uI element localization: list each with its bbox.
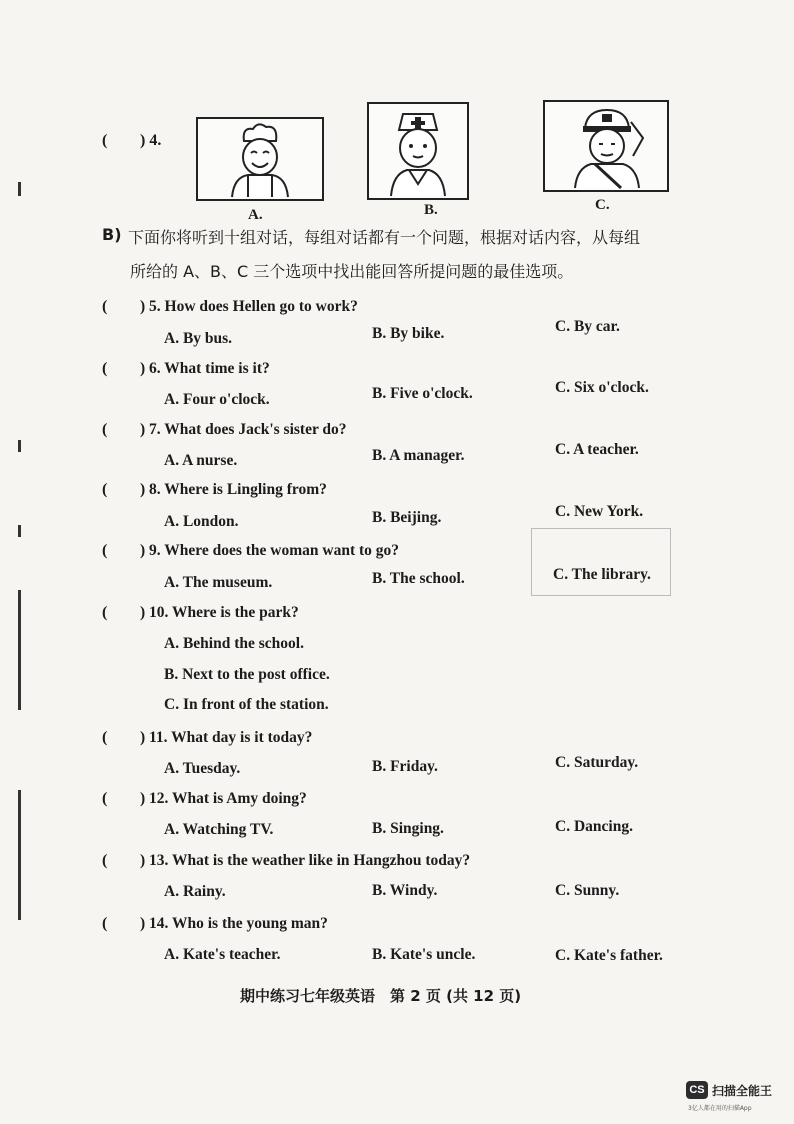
q13-option-b: B. Windy.	[372, 882, 438, 899]
q7-option-c: C. A teacher.	[555, 441, 639, 458]
q8-option-a: A. London.	[164, 513, 239, 530]
q12-open-paren: (	[102, 790, 108, 807]
q7-question: ) 7. What does Jack's sister do?	[140, 421, 347, 438]
q14-option-c: C. Kate's father.	[555, 947, 663, 964]
picture-b-doctor	[367, 102, 469, 200]
q8-option-b: B. Beijing.	[372, 509, 442, 526]
q12-option-c: C. Dancing.	[555, 818, 633, 835]
q14-option-a: A. Kate's teacher.	[164, 946, 281, 963]
q11-question: ) 11. What day is it today?	[140, 729, 313, 746]
section-b-line2: 所给的 A、B、C 三个选项中找出能回答所提问题的最佳选项。	[130, 262, 574, 281]
q9-option-b: B. The school.	[372, 570, 465, 587]
page-footer: 期中练习七年级英语 第 2 页 (共 12 页)	[240, 987, 522, 1005]
q8-option-c: C. New York.	[555, 503, 644, 520]
picture-b-label: B.	[424, 202, 438, 218]
scanner-tagline: 3亿人都在用的扫描App	[688, 1105, 752, 1112]
binding-line	[18, 590, 21, 710]
q13-option-c: C. Sunny.	[555, 882, 620, 899]
section-b-label: B)	[102, 225, 122, 244]
q5-open-paren: (	[102, 298, 108, 315]
binding-mark	[18, 182, 21, 196]
q8-question: ) 8. Where is Lingling from?	[140, 481, 327, 498]
camscanner-logo-icon: CS	[686, 1081, 708, 1099]
policeman-icon	[545, 102, 667, 190]
q10-open-paren: (	[102, 604, 108, 621]
q10-question: ) 10. Where is the park?	[140, 604, 299, 621]
q5-option-b: B. By bike.	[372, 325, 445, 342]
q14-question: ) 14. Who is the young man?	[140, 915, 328, 932]
q12-option-b: B. Singing.	[372, 820, 444, 837]
q6-question: ) 6. What time is it?	[140, 360, 270, 377]
q11-open-paren: (	[102, 729, 108, 746]
q5-question: ) 5. How does Hellen go to work?	[140, 298, 358, 315]
q7-option-a: A. A nurse.	[164, 452, 238, 469]
q13-question: ) 13. What is the weather like in Hangzhou today?	[140, 852, 471, 869]
faint-score-box	[531, 528, 671, 596]
q10-option-b: B. Next to the post office.	[164, 666, 330, 683]
q13-open-paren: (	[102, 852, 108, 869]
q14-option-b: B. Kate's uncle.	[372, 946, 476, 963]
q4-number: ) 4.	[140, 132, 162, 149]
q11-option-c: C. Saturday.	[555, 754, 639, 771]
q7-open-paren: (	[102, 421, 108, 438]
chef-icon	[198, 119, 322, 199]
q9-question: ) 9. Where does the woman want to go?	[140, 542, 400, 559]
q12-option-a: A. Watching TV.	[164, 821, 274, 838]
q11-option-b: B. Friday.	[372, 758, 438, 775]
q9-option-a: A. The museum.	[164, 574, 273, 591]
q12-question: ) 12. What is Amy doing?	[140, 790, 307, 807]
q11-option-a: A. Tuesday.	[164, 760, 241, 777]
q6-option-a: A. Four o'clock.	[164, 391, 270, 408]
binding-mark	[18, 525, 21, 537]
q5-option-c: C. By car.	[555, 318, 620, 335]
q5-option-a: A. By bus.	[164, 330, 233, 347]
picture-a-chef	[196, 117, 324, 201]
q13-option-a: A. Rainy.	[164, 883, 226, 900]
section-b-line1: 下面你将听到十组对话，每组对话都有一个问题，根据对话内容，从每组	[128, 228, 641, 247]
q9-open-paren: (	[102, 542, 108, 559]
q10-option-c: C. In front of the station.	[164, 696, 329, 713]
q6-open-paren: (	[102, 360, 108, 377]
scanner-app-name: 扫描全能王	[712, 1084, 773, 1098]
q4-open-paren: (	[102, 132, 108, 149]
q8-open-paren: (	[102, 481, 108, 498]
q7-option-b: B. A manager.	[372, 447, 465, 464]
q10-option-a: A. Behind the school.	[164, 635, 304, 652]
binding-mark	[18, 440, 21, 452]
q9-option-c: C. The library.	[553, 566, 651, 583]
binding-line	[18, 790, 21, 920]
picture-c-label: C.	[595, 197, 610, 213]
q6-option-c: C. Six o'clock.	[555, 379, 649, 396]
q14-open-paren: (	[102, 915, 108, 932]
q6-option-b: B. Five o'clock.	[372, 385, 473, 402]
picture-a-label: A.	[248, 207, 263, 223]
picture-c-policeman	[543, 100, 669, 192]
doctor-icon	[369, 104, 467, 198]
